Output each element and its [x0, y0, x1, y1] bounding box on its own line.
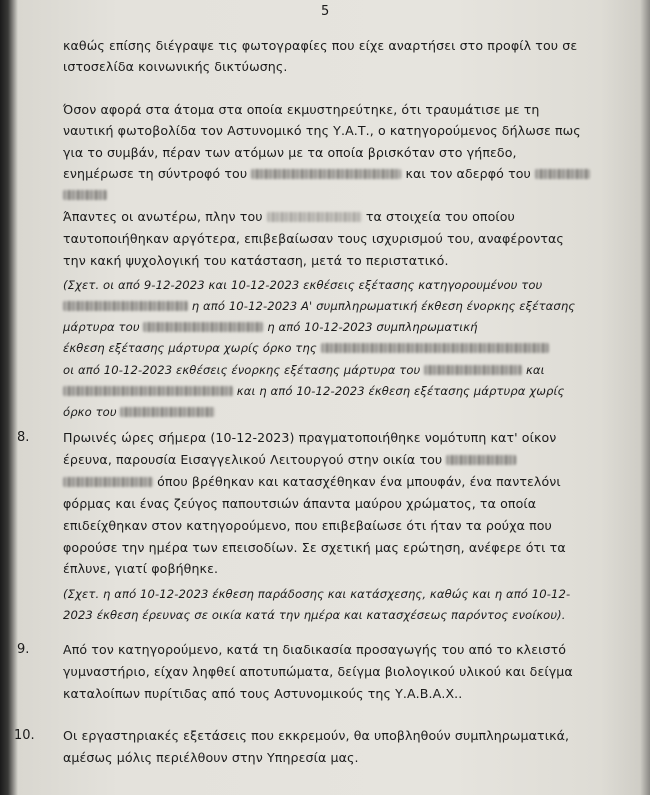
text-line: [63, 207, 515, 228]
page-number: 5: [321, 4, 330, 19]
text-line: [63, 317, 478, 338]
text-line: ταυτοποιήθηκαν αργότερα, επιβεβαίωσαν τους ισχυρισμού του, αναφέροντας: [63, 231, 564, 246]
text-line: επιδείχθηκαν στον κατηγορούμενο, που επιβεβαίωσε ότι ήταν τα ρούχα που: [63, 518, 552, 533]
redacted-name: [63, 386, 233, 396]
redacted-name: [120, 407, 215, 417]
redacted-name: [267, 212, 362, 222]
text-line: [63, 338, 549, 359]
text-line: [63, 402, 215, 423]
text-line: φόρμας και ένας ζεύγος παπουτσιών άπαντα μαύρου χρώματος, τα οποία: [63, 496, 537, 511]
redacted-name: [63, 301, 188, 311]
text-span: ενημέρωσε τη σύντροφό του: [63, 166, 248, 181]
text-line: καθώς επίσης διέγραψε τις φωτογραφίες που είχε αναρτήσει στο προφίλ του σε: [63, 38, 578, 53]
text-span: η από 10-12-2023 Α' συμπληρωματική έκθεση ένορκης εξέτασης: [191, 299, 576, 313]
text-line: την κακή ψυχολογική του κατάσταση, μετά το περιστατικό.: [63, 253, 449, 268]
text-span: έρευνα, παρουσία Εισαγγελικού Λειτουργού στην οικία του: [63, 452, 443, 467]
text-span: οι από 10-12-2023 εκθέσεις ένορκης εξέτασης μάρτυρα του: [63, 363, 421, 377]
text-span: η από 10-12-2023 συμπληρωματική: [267, 320, 478, 334]
text-line: [63, 185, 107, 206]
text-line: Πρωινές ώρες σήμερα (10-12-2023) πραγματοποιήθηκε νομότυπη κατ' οίκον: [63, 430, 557, 445]
text-line: γυμναστήριο, είχαν ληφθεί αποτυπώματα, δείγμα βιολογικού υλικού και δείγμα: [63, 664, 573, 679]
text-span: Άπαντες οι ανωτέρω, πλην του: [63, 209, 263, 224]
text-line: [63, 360, 545, 381]
text-line: έπλυνε, γιατί φοβήθηκε.: [63, 561, 219, 576]
redacted-name: [446, 455, 516, 465]
text-line: καταλοίπων πυρίτιδας από τους Αστυνομικούς της Υ.Α.Β.Α.Χ..: [63, 686, 463, 701]
text-span: έκθεση εξέτασης μάρτυρα χωρίς όρκο της: [63, 341, 317, 355]
item-number: 10.: [14, 728, 35, 743]
text-span: και: [525, 363, 545, 377]
text-span: και η από 10-12-2023 έκθεση εξέτασης μάρτυρα χωρίς: [236, 384, 565, 398]
item-number: 8.: [17, 430, 30, 445]
text-line: (Σχετ. οι από 9-12-2023 και 10-12-2023 εκθέσεις εξέτασης κατηγορουμένου του: [63, 278, 543, 292]
text-line: Από τον κατηγορούμενο, κατά τη διαδικασία προσαγωγής του από το κλειστό: [63, 642, 567, 657]
text-line: [63, 381, 564, 402]
document-page: [14, 0, 644, 795]
text-line: (Σχετ. η από 10-12-2023 έκθεση παράδοσης και κατάσχεσης, καθώς και η από 10-12-: [63, 587, 571, 601]
text-line: [63, 296, 575, 317]
text-span: όπου βρέθηκαν και κατασχέθηκαν ένα μπουφάν, ένα παντελόνι: [157, 474, 561, 489]
redacted-name: [63, 477, 153, 487]
text-line: ιστοσελίδα κοινωνικής δικτύωσης.: [63, 59, 288, 74]
text-line: 2023 έκθεση έρευνας σε οικία κατά την ημέρα και κατασχέσεως παρόντος ενοίκου).: [63, 608, 566, 622]
text-span: τα στοιχεία του οποίου: [365, 209, 515, 224]
text-span: και τον αδερφό του: [405, 166, 531, 181]
redacted-name: [251, 169, 401, 179]
text-line: Οι εργαστηριακές εξετάσεις που εκκρεμούν, θα υποβληθούν συμπληρωματικά,: [63, 728, 570, 743]
redacted-name: [143, 322, 263, 332]
text-span: όρκο του: [63, 405, 117, 419]
item-number: 9.: [17, 642, 30, 657]
text-line: αμέσως μόλις περιέλθουν στην Υπηρεσία μας.: [63, 750, 359, 765]
redacted-name: [535, 169, 590, 179]
text-line: φορούσε την ημέρα των επεισοδίων. Σε σχετική μας ερώτηση, ανέφερε ότι τα: [63, 540, 566, 555]
text-line: για το συμβάν, πέραν των ατόμων με τα οποία βρισκόταν στο γήπεδο,: [63, 145, 517, 160]
redacted-name: [321, 343, 549, 353]
text-line: ναυτική φωτοβολίδα τον Αστυνομικό της Υ.Α.Τ., ο κατηγορούμενος δήλωσε πως: [63, 123, 581, 138]
redacted-name: [63, 190, 107, 200]
text-line: [63, 164, 590, 185]
text-line: [63, 472, 561, 493]
text-line: [63, 450, 516, 471]
text-line: Όσον αφορά στα άτομα στα οποία εκμυστηρεύτηκε, ότι τραυμάτισε με τη: [63, 102, 540, 117]
text-span: μάρτυρα του: [63, 320, 140, 334]
redacted-name: [424, 365, 522, 375]
